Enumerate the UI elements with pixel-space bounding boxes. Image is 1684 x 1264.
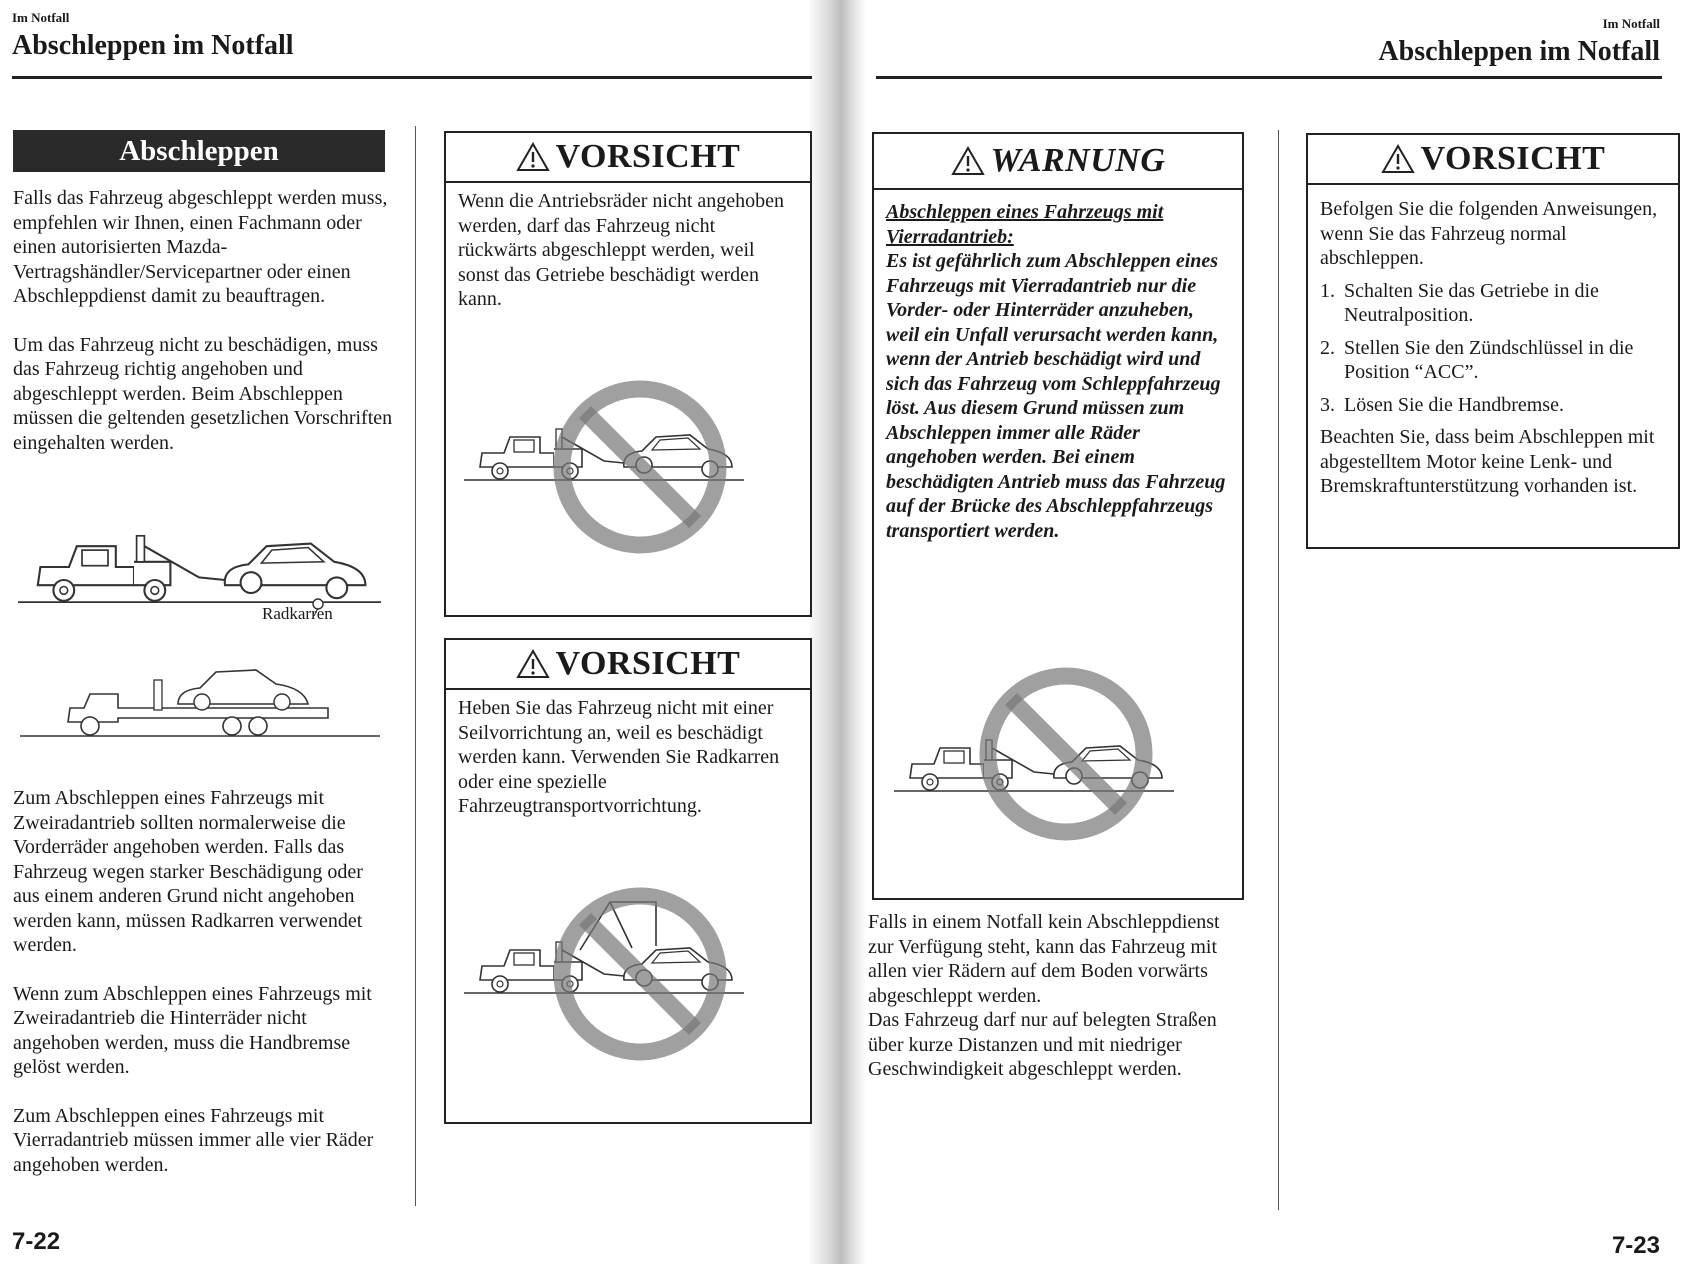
prohibited-sign-icon <box>460 866 800 1066</box>
list-item: 3. Lösen Sie die Handbremse. <box>1320 393 1564 416</box>
section-title: Abschleppen im Notfall <box>12 30 294 61</box>
caution-header <box>1308 135 1678 185</box>
header-rule <box>12 76 812 79</box>
caution-header <box>446 640 810 690</box>
list-item: 2. Stellen Sie den Zündschlüssel in die Position “ACC”. <box>1320 336 1634 383</box>
emergency-text <box>868 910 1248 1082</box>
paragraph: Um das Fahrzeug nicht zu beschädigen, muss das Fahrzeug richtig angehoben und abgeschleppt werden. Beim Abschleppen müssen die geltenden gesetzlichen Vorschriften eingehalten werden. <box>13 333 393 454</box>
caution-outro: Beachten Sie, dass beim Abschleppen mit abgestelltem Motor keine Lenk- und Bremskraftunterstützung vorhanden ist. <box>1320 426 1655 497</box>
paragraph: Das Fahrzeug darf nur auf belegten Straßen über kurze Distanzen und mit niedriger Geschwindigkeit abgeschleppt werden. <box>868 1009 1217 1080</box>
caution-title: VORSICHT <box>555 645 741 682</box>
intro-text <box>13 186 393 479</box>
warning-body <box>874 190 1242 549</box>
warning-header <box>874 134 1242 190</box>
paragraph: Zum Abschleppen eines Fahrzeugs mit Zweiradantrieb sollten normalerweise die Vorderräder angehoben werden. Falls das Fahrzeug wegen starker Beschädigung oder aus einem anderen Grund nicht angehoben werden kann, müssen Radkarren verwendet werden. <box>13 787 363 956</box>
warning-triangle-icon <box>1381 144 1415 174</box>
caution-text: Heben Sie das Fahrzeug nicht mit einer Seilvorrichtung an, weil es beschädigt werden kann. Verwenden Sie Radkarren oder eine spezielle Fahrzeugtransportvorrichtung. <box>458 697 780 817</box>
prohibited-sign-icon <box>890 654 1230 854</box>
warning-box <box>872 132 1244 900</box>
paragraph: Falls in einem Notfall kein Abschleppdienst zur Verfügung steht, kann das Fahrzeug mit allen vier Rädern auf dem Boden vorwärts abgeschleppt werden. <box>868 911 1220 1007</box>
column-divider <box>415 126 416 1206</box>
section-label: Im Notfall <box>12 10 70 25</box>
page-left <box>0 0 840 1264</box>
warning-subtitle: Abschleppen eines Fahrzeugs mit Vierradantrieb: <box>886 201 1164 248</box>
paragraph: Wenn zum Abschleppen eines Fahrzeugs mit Zweiradantrieb die Hinterräder nicht angehoben werden, muss die Handbremse gelöst werden. <box>13 982 372 1078</box>
warning-triangle-icon <box>516 649 550 679</box>
column-divider <box>1278 130 1279 1210</box>
caution-body <box>1308 185 1678 505</box>
list-item: 1. Schalten Sie das Getriebe in die Neutralposition. <box>1320 279 1599 326</box>
caution-box <box>1306 133 1680 549</box>
page-right <box>844 0 1684 1264</box>
warning-triangle-icon <box>516 142 550 172</box>
page-number: 7-23 <box>1611 1232 1660 1259</box>
caution-box <box>444 131 812 617</box>
caution-intro: Befolgen Sie die folgenden Anweisungen, wenn Sie das Fahrzeug normal abschleppen. <box>1320 198 1658 269</box>
banner-abschleppen: Abschleppen <box>13 130 385 172</box>
page-number: 7-22 <box>12 1228 61 1255</box>
section-title: Abschleppen im Notfall <box>1378 36 1660 67</box>
caution-text: Wenn die Antriebsräder nicht angehoben werden, darf das Fahrzeug nicht rückwärts abgeschleppt werden, weil sonst das Getriebe beschädigt werden kann. <box>458 190 785 310</box>
paragraph: Falls das Fahrzeug abgeschleppt werden muss, empfehlen wir Ihnen, einen Fachmann oder einen autorisierten Mazda-Vertragshändler/Servicepartner oder einen Abschleppdienst damit zu beauftragen. <box>13 187 388 307</box>
prohibited-sign-icon <box>460 363 800 563</box>
steps-list <box>1320 279 1666 418</box>
paragraph: Zum Abschleppen eines Fahrzeugs mit Vierradantrieb müssen immer alle vier Räder angehoben werden. <box>13 1104 374 1176</box>
caution-header <box>446 133 810 183</box>
caption-radkarren: Radkarren <box>262 604 333 623</box>
body-text <box>13 786 393 1201</box>
warning-title: WARNUNG <box>990 142 1166 179</box>
section-label: Im Notfall <box>1602 16 1660 31</box>
tow-truck-icon <box>18 652 388 742</box>
warning-text: Es ist gefährlich zum Abschleppen eines Fahrzeugs mit Vierradantrieb nur die Vorder- oder Hinterräder anzuheben, weil ein Unfall verursacht werden kann, wenn der Antrieb beschädigt wird und sich das Fahrzeug vom Schleppfahrzeug löst. Aus diesem Grund müssen zum Abschleppen immer alle Räder angehoben werden. Bei einem beschädigten Antrieb muss das Fahrzeug auf der Brücke des Abschleppfahrzeugs transportiert werden. <box>886 250 1226 542</box>
warning-triangle-icon <box>951 146 985 176</box>
caution-title: VORSICHT <box>555 138 741 175</box>
header-rule <box>876 76 1662 79</box>
caution-title: VORSICHT <box>1420 140 1606 177</box>
caution-box <box>444 638 812 1124</box>
